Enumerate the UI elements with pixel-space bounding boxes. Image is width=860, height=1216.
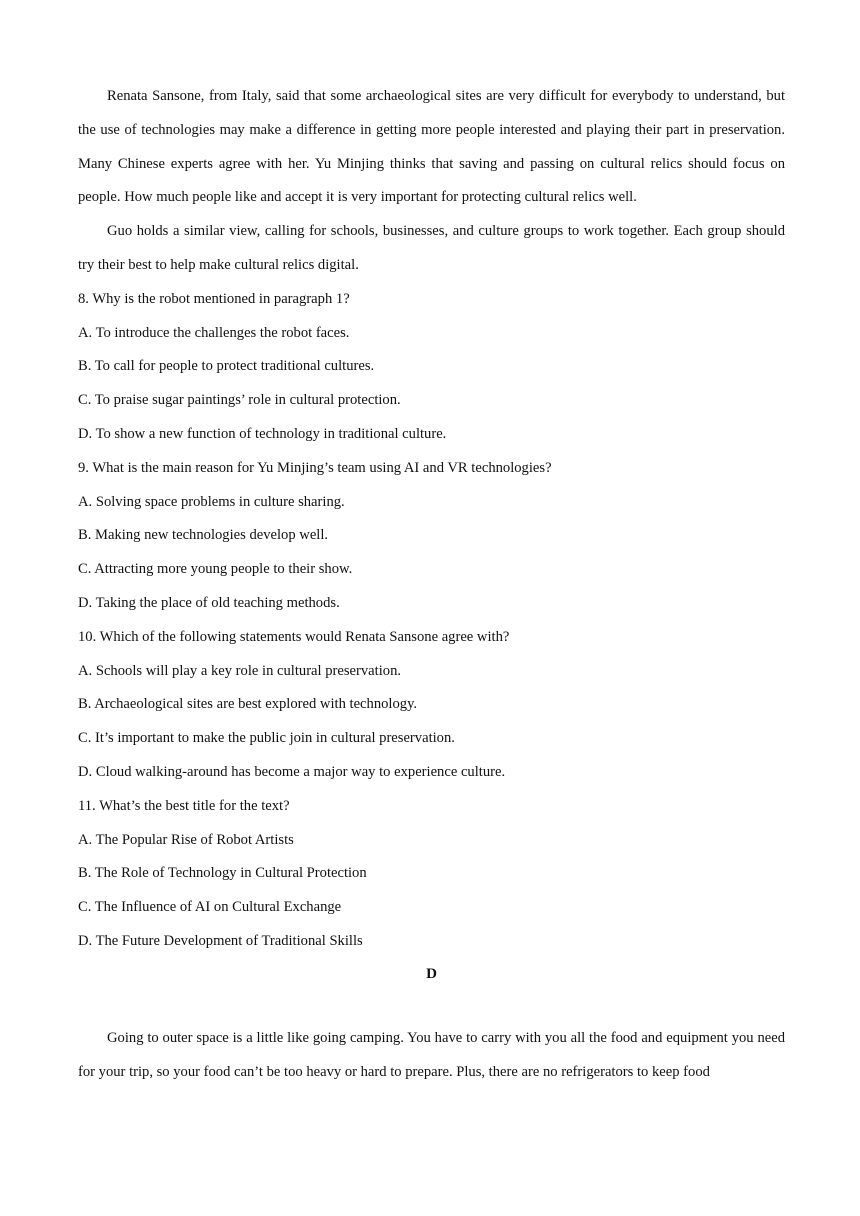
question-stem: 8. Why is the robot mentioned in paragraph 1? (78, 290, 350, 307)
answer-option: A. Schools will play a key role in cultural preservation. (78, 662, 402, 679)
passage-paragraph: Going to outer space is a little like going camping. You have to carry with you all the food and equipment you need for your trip, so your food can’t be too heavy or hard to prepare. Plus, there are no refrigerators to keep food (78, 1029, 785, 1080)
question-11 (78, 790, 785, 959)
passage-paragraph: Renata Sansone, from Italy, said that some archaeological sites are very difficult for everybody to understand, but the use of technologies may make a difference in getting more people interested and playing their part in preservation. Many Chinese experts agree with her. Yu Minjing thinks that saving and passing on cultural relics should focus on people. How much people like and accept it is very important for protecting cultural relics well. (78, 88, 785, 206)
document-page (78, 80, 785, 1089)
question-8 (78, 283, 785, 452)
answer-option: B. The Role of Technology in Cultural Protection (78, 865, 367, 882)
answer-option: D. Cloud walking-around has become a major way to experience culture. (78, 763, 506, 780)
answer-option: D. To show a new function of technology in traditional culture. (78, 425, 447, 442)
answer-option: C. Attracting more young people to their show. (78, 561, 353, 578)
question-10 (78, 621, 785, 790)
question-9 (78, 452, 785, 621)
answer-option: D. The Future Development of Traditional Skills (78, 932, 363, 949)
answer-option: B. To call for people to protect traditional cultures. (78, 358, 375, 375)
section-spacer (78, 989, 785, 1022)
answer-option: C. It’s important to make the public join in cultural preservation. (78, 730, 455, 747)
answer-option: B. Making new technologies develop well. (78, 527, 329, 544)
question-stem: 9. What is the main reason for Yu Minjing’s team using AI and VR technologies? (78, 459, 552, 476)
section-heading: D (426, 965, 437, 982)
answer-option: C. To praise sugar paintings’ role in cultural protection. (78, 392, 401, 409)
answer-option: D. Taking the place of old teaching methods. (78, 594, 340, 611)
question-stem: 10. Which of the following statements would Renata Sansone agree with? (78, 628, 510, 645)
answer-option: A. Solving space problems in culture sharing. (78, 493, 345, 510)
answer-option: C. The Influence of AI on Cultural Exchange (78, 899, 342, 916)
answer-option: B. Archaeological sites are best explored with technology. (78, 696, 418, 713)
answer-option: A. The Popular Rise of Robot Artists (78, 831, 294, 848)
answer-option: A. To introduce the challenges the robot faces. (78, 324, 350, 341)
question-stem: 11. What’s the best title for the text? (78, 797, 290, 814)
passage-paragraph: Guo holds a similar view, calling for schools, businesses, and culture groups to work together. Each group should try their best to help make cultural relics digital. (78, 223, 785, 273)
